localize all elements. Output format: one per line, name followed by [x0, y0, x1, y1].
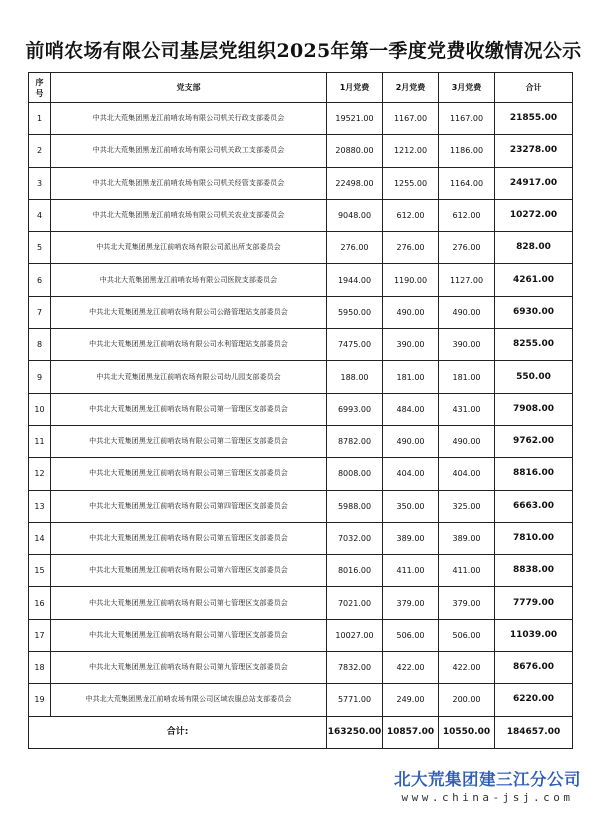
row-jan: 20880.00	[327, 135, 383, 167]
table-row	[29, 619, 573, 651]
row-jan: 6993.00	[327, 393, 383, 425]
row-mar: 181.00	[439, 361, 495, 393]
watermark	[394, 766, 581, 804]
row-mar: 431.00	[439, 393, 495, 425]
row-branch: 中共北大荒集团黑龙江前哨农场有限公司幼儿园支部委员会	[51, 361, 327, 393]
row-jan: 7021.00	[327, 587, 383, 619]
row-index: 3	[29, 167, 51, 199]
row-index: 15	[29, 555, 51, 587]
row-feb: 490.00	[383, 425, 439, 457]
row-total: 24917.00	[495, 167, 573, 199]
row-jan: 1944.00	[327, 264, 383, 296]
row-index: 2	[29, 135, 51, 167]
header-jan: 1月党费	[327, 73, 383, 103]
row-branch: 中共北大荒集团黑龙江前哨农场有限公司第二管理区支部委员会	[51, 425, 327, 457]
table-row	[29, 329, 573, 361]
row-mar: 411.00	[439, 555, 495, 587]
row-jan: 9048.00	[327, 199, 383, 231]
row-total: 8676.00	[495, 652, 573, 684]
row-total: 7810.00	[495, 522, 573, 554]
row-index: 17	[29, 619, 51, 651]
row-feb: 181.00	[383, 361, 439, 393]
header-feb: 2月党费	[383, 73, 439, 103]
row-total: 8816.00	[495, 458, 573, 490]
row-total: 8255.00	[495, 329, 573, 361]
row-mar: 422.00	[439, 652, 495, 684]
row-feb: 276.00	[383, 232, 439, 264]
row-branch: 中共北大荒集团黑龙江前哨农场有限公司医院支部委员会	[51, 264, 327, 296]
row-feb: 612.00	[383, 199, 439, 231]
row-jan: 7475.00	[327, 329, 383, 361]
page-title: 前哨农场有限公司基层党组织2025年第一季度党费收缴情况公示	[25, 40, 582, 62]
row-total: 23278.00	[495, 135, 573, 167]
row-jan: 7832.00	[327, 652, 383, 684]
row-index: 5	[29, 232, 51, 264]
row-index: 12	[29, 458, 51, 490]
row-jan: 10027.00	[327, 619, 383, 651]
row-feb: 484.00	[383, 393, 439, 425]
table-row	[29, 490, 573, 522]
row-total: 21855.00	[495, 103, 573, 135]
row-branch: 中共北大荒集团黑龙江前哨农场有限公司机关行政支部委员会	[51, 103, 327, 135]
row-feb: 389.00	[383, 522, 439, 554]
row-mar: 404.00	[439, 458, 495, 490]
row-feb: 404.00	[383, 458, 439, 490]
row-feb: 1167.00	[383, 103, 439, 135]
header-index-line1: 序	[35, 77, 44, 87]
table-row	[29, 296, 573, 328]
row-total: 828.00	[495, 232, 573, 264]
row-branch: 中共北大荒集团黑龙江前哨农场有限公司公路管理站支部委员会	[51, 296, 327, 328]
row-branch: 中共北大荒集团黑龙江前哨农场有限公司第八管理区支部委员会	[51, 619, 327, 651]
row-index: 7	[29, 296, 51, 328]
row-index: 19	[29, 684, 51, 716]
table-row	[29, 458, 573, 490]
row-index: 16	[29, 587, 51, 619]
row-mar: 490.00	[439, 425, 495, 457]
party-fee-table	[28, 72, 573, 749]
table-row	[29, 522, 573, 554]
row-index: 14	[29, 522, 51, 554]
row-index: 13	[29, 490, 51, 522]
table-row	[29, 425, 573, 457]
row-jan: 8782.00	[327, 425, 383, 457]
row-branch: 中共北大荒集团黑龙江前哨农场有限公司第一管理区支部委员会	[51, 393, 327, 425]
row-index: 11	[29, 425, 51, 457]
row-mar: 200.00	[439, 684, 495, 716]
row-total: 6663.00	[495, 490, 573, 522]
row-branch: 中共北大荒集团黑龙江前哨农场有限公司水利管理站支部委员会	[51, 329, 327, 361]
row-feb: 379.00	[383, 587, 439, 619]
row-jan: 5771.00	[327, 684, 383, 716]
row-total: 10272.00	[495, 199, 573, 231]
row-feb: 506.00	[383, 619, 439, 651]
row-jan: 8008.00	[327, 458, 383, 490]
table-row	[29, 361, 573, 393]
row-jan: 5988.00	[327, 490, 383, 522]
row-feb: 350.00	[383, 490, 439, 522]
header-total: 合计	[495, 73, 573, 103]
row-index: 4	[29, 199, 51, 231]
table-row	[29, 555, 573, 587]
row-feb: 390.00	[383, 329, 439, 361]
row-mar: 325.00	[439, 490, 495, 522]
table-row	[29, 684, 573, 716]
row-branch: 中共北大荒集团黑龙江前哨农场有限公司区域农服总站支部委员会	[51, 684, 327, 716]
row-mar: 276.00	[439, 232, 495, 264]
table-row	[29, 135, 573, 167]
row-index: 8	[29, 329, 51, 361]
table-row	[29, 167, 573, 199]
row-mar: 490.00	[439, 296, 495, 328]
table-row	[29, 393, 573, 425]
row-total: 7779.00	[495, 587, 573, 619]
row-mar: 1164.00	[439, 167, 495, 199]
row-index: 9	[29, 361, 51, 393]
row-branch: 中共北大荒集团黑龙江前哨农场有限公司第四管理区支部委员会	[51, 490, 327, 522]
table-row	[29, 199, 573, 231]
table-header-row	[29, 73, 573, 103]
table-row	[29, 103, 573, 135]
row-feb: 411.00	[383, 555, 439, 587]
row-jan: 19521.00	[327, 103, 383, 135]
row-feb: 422.00	[383, 652, 439, 684]
row-index: 6	[29, 264, 51, 296]
row-mar: 506.00	[439, 619, 495, 651]
row-jan: 276.00	[327, 232, 383, 264]
row-total: 7908.00	[495, 393, 573, 425]
row-total: 4261.00	[495, 264, 573, 296]
totals-mar: 10550.00	[439, 716, 495, 748]
totals-grand: 184657.00	[495, 716, 573, 748]
row-jan: 7032.00	[327, 522, 383, 554]
row-mar: 612.00	[439, 199, 495, 231]
row-mar: 390.00	[439, 329, 495, 361]
row-branch: 中共北大荒集团黑龙江前哨农场有限公司派出所支部委员会	[51, 232, 327, 264]
row-branch: 中共北大荒集团黑龙江前哨农场有限公司第三管理区支部委员会	[51, 458, 327, 490]
header-index	[29, 73, 51, 103]
table-row	[29, 587, 573, 619]
row-branch: 中共北大荒集团黑龙江前哨农场有限公司机关经管支部委员会	[51, 167, 327, 199]
row-total: 9762.00	[495, 425, 573, 457]
row-feb: 490.00	[383, 296, 439, 328]
row-branch: 中共北大荒集团黑龙江前哨农场有限公司机关农业支部委员会	[51, 199, 327, 231]
row-total: 6930.00	[495, 296, 573, 328]
totals-row	[29, 716, 573, 748]
row-jan: 188.00	[327, 361, 383, 393]
header-branch: 党支部	[51, 73, 327, 103]
totals-jan: 163250.00	[327, 716, 383, 748]
watermark-name: 北大荒集团建三江分公司	[394, 770, 581, 789]
row-branch: 中共北大荒集团黑龙江前哨农场有限公司第五管理区支部委员会	[51, 522, 327, 554]
row-jan: 8016.00	[327, 555, 383, 587]
row-index: 10	[29, 393, 51, 425]
row-mar: 1167.00	[439, 103, 495, 135]
row-mar: 389.00	[439, 522, 495, 554]
row-total: 550.00	[495, 361, 573, 393]
row-feb: 1255.00	[383, 167, 439, 199]
row-jan: 22498.00	[327, 167, 383, 199]
row-branch: 中共北大荒集团黑龙江前哨农场有限公司机关政工支部委员会	[51, 135, 327, 167]
table-row	[29, 232, 573, 264]
row-branch: 中共北大荒集团黑龙江前哨农场有限公司第七管理区支部委员会	[51, 587, 327, 619]
watermark-url: www.china-jsj.com	[401, 791, 574, 804]
row-total: 8838.00	[495, 555, 573, 587]
table-row	[29, 652, 573, 684]
row-feb: 1212.00	[383, 135, 439, 167]
row-feb: 1190.00	[383, 264, 439, 296]
row-mar: 1186.00	[439, 135, 495, 167]
row-total: 11039.00	[495, 619, 573, 651]
row-mar: 379.00	[439, 587, 495, 619]
row-jan: 5950.00	[327, 296, 383, 328]
totals-feb: 10857.00	[383, 716, 439, 748]
header-index-line2: 号	[35, 88, 44, 98]
table-row	[29, 264, 573, 296]
totals-label: 合计:	[29, 716, 327, 748]
row-branch: 中共北大荒集团黑龙江前哨农场有限公司第九管理区支部委员会	[51, 652, 327, 684]
row-total: 6220.00	[495, 684, 573, 716]
row-index: 18	[29, 652, 51, 684]
row-branch: 中共北大荒集团黑龙江前哨农场有限公司第六管理区支部委员会	[51, 555, 327, 587]
row-feb: 249.00	[383, 684, 439, 716]
row-mar: 1127.00	[439, 264, 495, 296]
header-mar: 3月党费	[439, 73, 495, 103]
row-index: 1	[29, 103, 51, 135]
